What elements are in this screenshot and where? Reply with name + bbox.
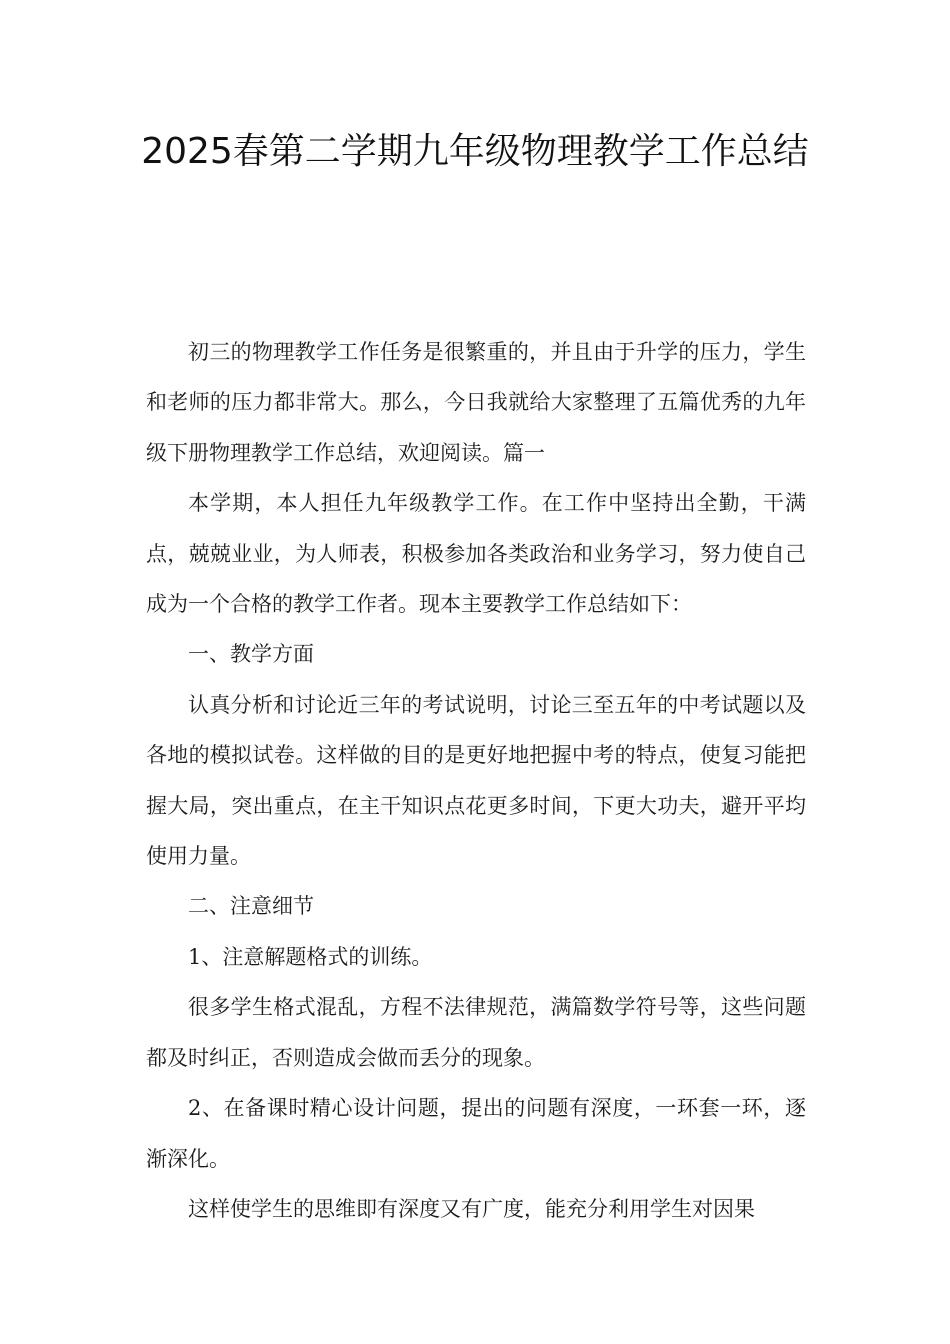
- document-body: [146, 327, 806, 1234]
- paragraph-thinking: 这样使学生的思维即有深度又有广度，能充分利用学生对因果: [188, 1196, 755, 1221]
- document-title: 2025春第二学期九年级物理教学工作总结: [141, 131, 809, 172]
- paragraph-intro: 初三的物理教学工作任务是很繁重的，并且由于升学的压力，学生和老师的压力都非常大。那么，今日我就给大家整理了五篇优秀的九年级下册物理教学工作总结，欢迎阅读。篇一: [146, 340, 806, 465]
- list-item-format: 1、注意解题格式的训练。: [188, 944, 433, 969]
- paragraph-semester: 本学期，本人担任九年级教学工作。在工作中坚持出全勤，干满点，兢兢业业，为人师表，积极参加各类政治和业务学习，努力使自己成为一个合格的教学工作者。现本主要教学工作总结如下：: [146, 491, 806, 617]
- paragraph-analysis: 认真分析和讨论近三年的考试说明，讨论三至五年的中考试题以及各地的模拟试卷。这样做的目的是更好地把握中考的特点，使复习能把握大局，突出重点，在主干知识点花更多时间，下更大功夫，避开平均使用力量。: [146, 692, 806, 869]
- section-heading-details: 二、注意细节: [188, 894, 314, 919]
- list-item-questions: 2、在备课时精心设计问题，提出的问题有深度，一环套一环，逐渐深化。: [146, 1096, 806, 1171]
- paragraph-format-issues: 很多学生格式混乱，方程不法律规范，满篇数学符号等，这些问题都及时纠正，否则造成会做而丢分的现象。: [146, 995, 806, 1070]
- section-heading-teaching: 一、教学方面: [188, 642, 314, 667]
